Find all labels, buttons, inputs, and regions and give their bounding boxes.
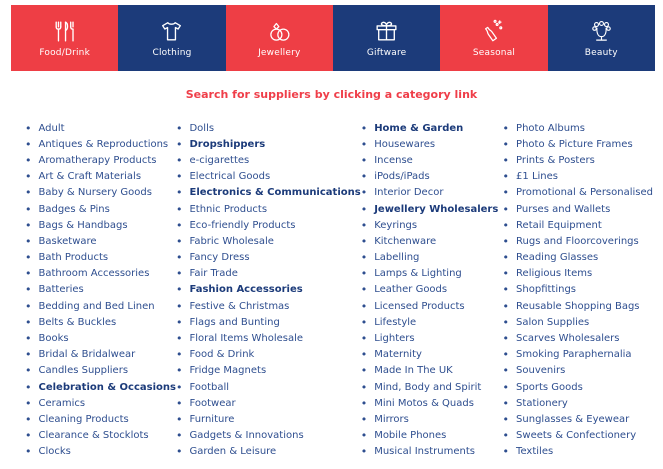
category-link[interactable]: Mind, Body and Spirit xyxy=(374,381,482,393)
bullet-icon: • xyxy=(502,396,510,410)
category-list-item xyxy=(503,120,653,136)
bullet-icon: • xyxy=(502,380,510,394)
tab-clothing[interactable] xyxy=(118,5,225,71)
bullet-icon: • xyxy=(175,186,183,200)
category-link[interactable]: Bathroom Accessories xyxy=(38,268,150,280)
bullet-icon: • xyxy=(502,332,510,346)
bullet-icon: • xyxy=(25,412,32,426)
category-list-item xyxy=(25,152,176,168)
category-link[interactable]: Cleaning Products xyxy=(38,413,129,425)
champagne-icon xyxy=(480,18,507,45)
bullet-icon: • xyxy=(502,299,510,313)
category-link[interactable]: Incense xyxy=(374,154,413,166)
bullet-icon: • xyxy=(25,445,32,459)
tshirt-icon xyxy=(158,18,185,45)
bullet-icon: • xyxy=(502,218,510,232)
bullet-icon: • xyxy=(25,364,32,378)
category-list-item xyxy=(25,314,176,330)
category-list-item xyxy=(25,169,176,185)
category-list-item xyxy=(361,395,503,411)
bullet-icon: • xyxy=(360,348,368,362)
bullet-icon: • xyxy=(502,364,510,378)
category-list-item xyxy=(361,152,503,168)
category-link[interactable]: Rugs and Floorcoverings xyxy=(516,235,639,247)
category-link[interactable]: iPods/iPads xyxy=(374,171,430,183)
category-list-item xyxy=(176,411,361,427)
category-link[interactable]: Musical Instruments xyxy=(374,446,475,458)
category-link[interactable]: Retail Equipment xyxy=(516,219,602,231)
category-list-item xyxy=(361,330,503,346)
bullet-icon: • xyxy=(502,283,510,297)
category-link[interactable]: Eco-friendly Products xyxy=(189,219,296,231)
category-list-item xyxy=(176,169,361,185)
category-list-item xyxy=(503,185,653,201)
category-list-item xyxy=(176,298,361,314)
category-link[interactable]: Books xyxy=(38,333,69,345)
category-list-item xyxy=(503,250,653,266)
category-link[interactable]: Maternity xyxy=(374,349,422,361)
bullet-icon: • xyxy=(360,267,368,281)
category-link[interactable]: Candles Suppliers xyxy=(38,365,129,377)
category-list-item xyxy=(503,233,653,249)
category-link[interactable]: Religious Items xyxy=(516,268,593,280)
category-list-item xyxy=(361,314,503,330)
category-link[interactable]: Licensed Products xyxy=(374,300,465,312)
bullet-icon: • xyxy=(360,429,368,443)
category-link[interactable]: Interior Decor xyxy=(374,187,444,199)
bullet-icon: • xyxy=(25,218,32,232)
category-link[interactable]: Mini Motos & Quads xyxy=(374,397,474,409)
bullet-icon: • xyxy=(175,412,183,426)
bullet-icon: • xyxy=(502,315,510,329)
category-list-item xyxy=(176,395,361,411)
category-link[interactable]: Photo & Picture Frames xyxy=(516,138,633,150)
category-list-item xyxy=(176,330,361,346)
category-link[interactable]: Fridge Magnets xyxy=(189,365,267,377)
bullet-icon: • xyxy=(502,137,510,151)
category-link[interactable]: Souvenirs xyxy=(516,365,566,377)
category-column xyxy=(361,120,503,460)
category-link[interactable]: Football xyxy=(189,381,230,393)
category-list-item xyxy=(25,347,176,363)
category-link[interactable]: Festive & Christmas xyxy=(189,300,290,312)
bullet-icon: • xyxy=(175,380,183,394)
category-link[interactable]: Lamps & Lighting xyxy=(374,268,462,280)
bullet-icon: • xyxy=(175,396,183,410)
category-list-item xyxy=(176,152,361,168)
category-list-item xyxy=(25,379,176,395)
bullet-icon: • xyxy=(175,218,183,232)
category-link[interactable]: Sports Goods xyxy=(516,381,583,393)
category-list-item xyxy=(361,298,503,314)
bullet-icon: • xyxy=(360,170,368,184)
tab-label: Jewellery xyxy=(258,48,301,58)
tab-beauty[interactable] xyxy=(548,5,655,71)
category-list-item xyxy=(176,347,361,363)
category-list-item xyxy=(361,363,503,379)
category-link[interactable]: Fair Trade xyxy=(189,268,238,280)
bullet-icon: • xyxy=(360,412,368,426)
bullet-icon: • xyxy=(502,412,510,426)
bullet-icon: • xyxy=(25,234,32,248)
category-link[interactable]: e-cigarettes xyxy=(189,154,250,166)
category-list-item xyxy=(361,250,503,266)
bullet-icon: • xyxy=(175,267,183,281)
category-link[interactable]: Jewellery Wholesalers xyxy=(374,203,499,215)
category-list-item xyxy=(176,314,361,330)
bullet-icon: • xyxy=(175,299,183,313)
bullet-icon: • xyxy=(360,332,368,346)
bullet-icon: • xyxy=(502,186,510,200)
bullet-icon: • xyxy=(25,283,32,297)
category-list-item xyxy=(503,201,653,217)
category-list-item xyxy=(176,120,361,136)
bullet-icon: • xyxy=(175,283,183,297)
bullet-icon: • xyxy=(25,267,32,281)
category-link[interactable]: Fabric Wholesale xyxy=(189,235,274,247)
category-list-item xyxy=(25,217,176,233)
category-link[interactable]: Lifestyle xyxy=(374,316,417,328)
category-link[interactable]: Stationery xyxy=(516,397,568,409)
category-list-item xyxy=(503,298,653,314)
tab-giftware[interactable] xyxy=(333,5,440,71)
category-list-item xyxy=(176,233,361,249)
category-columns xyxy=(25,120,653,460)
category-link[interactable]: Mirrors xyxy=(374,413,409,425)
category-list-item xyxy=(361,379,503,395)
bullet-icon: • xyxy=(360,137,368,151)
bullet-icon: • xyxy=(25,380,32,394)
bullet-icon: • xyxy=(360,251,368,265)
bullet-icon: • xyxy=(25,348,32,362)
category-link[interactable]: Home & Garden xyxy=(374,122,464,134)
category-link[interactable]: Batteries xyxy=(38,284,84,296)
bullet-icon: • xyxy=(502,348,510,362)
category-list-item xyxy=(176,428,361,444)
category-link[interactable]: Badges & Pins xyxy=(38,203,110,215)
category-link[interactable]: Flags and Bunting xyxy=(189,316,280,328)
bullet-icon: • xyxy=(25,251,32,265)
bullet-icon: • xyxy=(360,234,368,248)
category-link[interactable]: Kitchenware xyxy=(374,235,437,247)
beauty-icon xyxy=(588,18,615,45)
category-link[interactable]: Clearance & Stocklots xyxy=(38,430,149,442)
tab-jewellery[interactable] xyxy=(226,5,333,71)
category-link[interactable]: Clocks xyxy=(38,446,71,458)
bullet-icon: • xyxy=(502,251,510,265)
tab-label: Seasonal xyxy=(472,48,516,58)
category-list-item xyxy=(503,330,653,346)
category-column xyxy=(503,120,653,460)
category-link[interactable]: Scarves Wholesalers xyxy=(516,333,620,345)
category-link[interactable]: Labelling xyxy=(374,252,420,264)
category-list-item xyxy=(361,428,503,444)
bullet-icon: • xyxy=(175,121,183,135)
category-link[interactable]: Leather Goods xyxy=(374,284,448,296)
category-link[interactable]: Antiques & Reproductions xyxy=(38,138,169,150)
category-list-item xyxy=(25,363,176,379)
tab-label: Clothing xyxy=(152,48,192,58)
category-link[interactable]: Mobile Phones xyxy=(374,430,447,442)
category-link[interactable]: Ceramics xyxy=(38,397,86,409)
tab-label: Beauty xyxy=(584,48,618,58)
category-list-item xyxy=(361,185,503,201)
category-list-item xyxy=(25,136,176,152)
category-list-item xyxy=(25,250,176,266)
page-heading: Search for suppliers by clicking a category link xyxy=(185,88,478,101)
bullet-icon: • xyxy=(502,153,510,167)
category-link[interactable]: Dolls xyxy=(189,122,215,134)
tab-seasonal[interactable] xyxy=(440,5,547,71)
category-list-item xyxy=(176,379,361,395)
category-link[interactable]: Smoking Paraphernalia xyxy=(516,349,632,361)
category-link[interactable]: Fashion Accessories xyxy=(189,284,303,296)
bullet-icon: • xyxy=(25,315,32,329)
category-list-item xyxy=(361,266,503,282)
rings-icon xyxy=(266,18,293,45)
bullet-icon: • xyxy=(360,380,368,394)
category-link[interactable]: Dropshippers xyxy=(189,138,266,150)
category-list-item xyxy=(25,185,176,201)
bullet-icon: • xyxy=(175,315,183,329)
category-link[interactable]: Electronics & Communications xyxy=(189,187,361,199)
category-list-item xyxy=(503,282,653,298)
category-link[interactable]: Floral Items Wholesale xyxy=(189,333,304,345)
tab-label: Giftware xyxy=(366,48,407,58)
category-list-item xyxy=(361,136,503,152)
category-list-item xyxy=(25,428,176,444)
category-link[interactable]: Baby & Nursery Goods xyxy=(38,187,152,199)
category-link[interactable]: Garden & Leisure xyxy=(189,446,277,458)
category-link[interactable]: Furniture xyxy=(189,413,235,425)
bullet-icon: • xyxy=(175,251,183,265)
category-list-item xyxy=(176,201,361,217)
bullet-icon: • xyxy=(360,218,368,232)
category-link[interactable]: Bags & Handbags xyxy=(38,219,128,231)
bullet-icon: • xyxy=(360,364,368,378)
category-link[interactable]: Adult xyxy=(38,122,65,134)
bullet-icon: • xyxy=(175,170,183,184)
category-list-item xyxy=(503,363,653,379)
bullet-icon: • xyxy=(175,348,183,362)
category-list-item xyxy=(503,395,653,411)
category-link[interactable]: Bedding and Bed Linen xyxy=(38,300,155,312)
bullet-icon: • xyxy=(25,137,32,151)
category-link[interactable]: Celebration & Occasions xyxy=(38,381,176,393)
bullet-icon: • xyxy=(25,153,32,167)
category-list-item xyxy=(176,136,361,152)
category-list-item xyxy=(25,444,176,460)
bullet-icon: • xyxy=(502,267,510,281)
bullet-icon: • xyxy=(502,202,510,216)
category-list-item xyxy=(361,233,503,249)
bullet-icon: • xyxy=(175,137,183,151)
category-link[interactable]: Housewares xyxy=(374,138,436,150)
category-list-item xyxy=(25,266,176,282)
category-list-item xyxy=(503,314,653,330)
category-link[interactable]: Food & Drink xyxy=(189,349,255,361)
bullet-icon: • xyxy=(360,186,368,200)
category-link[interactable]: Electrical Goods xyxy=(189,171,271,183)
bullet-icon: • xyxy=(175,364,183,378)
bullet-icon: • xyxy=(175,332,183,346)
category-link[interactable]: Purses and Wallets xyxy=(516,203,611,215)
category-link[interactable]: Lighters xyxy=(374,333,415,345)
category-list-item xyxy=(503,347,653,363)
category-link[interactable]: Reading Glasses xyxy=(516,252,599,264)
category-list-item xyxy=(176,250,361,266)
bullet-icon: • xyxy=(25,299,32,313)
gift-icon xyxy=(373,18,400,45)
bullet-icon: • xyxy=(360,283,368,297)
category-list-item xyxy=(25,201,176,217)
tab-label: Food/Drink xyxy=(39,48,90,58)
bullet-icon: • xyxy=(502,445,510,459)
bullet-icon: • xyxy=(175,153,183,167)
category-link[interactable]: Bridal & Bridalwear xyxy=(38,349,136,361)
category-link[interactable]: Salon Supplies xyxy=(516,316,590,328)
bullet-icon: • xyxy=(360,121,368,135)
category-list-item xyxy=(176,217,361,233)
category-link[interactable]: Shopfittings xyxy=(516,284,577,296)
category-list-item xyxy=(176,363,361,379)
category-link[interactable]: Aromatherapy Products xyxy=(38,154,157,166)
bullet-icon: • xyxy=(360,315,368,329)
category-list-item xyxy=(361,444,503,460)
bullet-icon: • xyxy=(502,234,510,248)
category-list-item xyxy=(503,136,653,152)
bullet-icon: • xyxy=(175,202,183,216)
bullet-icon: • xyxy=(25,332,32,346)
category-list-item xyxy=(503,411,653,427)
category-link[interactable]: Art & Craft Materials xyxy=(38,171,142,183)
category-list-item xyxy=(503,217,653,233)
bullet-icon: • xyxy=(502,429,510,443)
category-list-item xyxy=(361,217,503,233)
bullet-icon: • xyxy=(25,429,32,443)
category-list-item xyxy=(25,411,176,427)
category-list-item xyxy=(503,379,653,395)
category-link[interactable]: £1 Lines xyxy=(516,171,558,183)
category-list-item xyxy=(25,330,176,346)
category-link[interactable]: Sunglasses & Eyewear xyxy=(516,413,630,425)
category-list-item xyxy=(25,233,176,249)
category-list-item xyxy=(361,169,503,185)
category-list-item xyxy=(361,282,503,298)
category-list-item xyxy=(361,411,503,427)
bullet-icon: • xyxy=(25,186,32,200)
bullet-icon: • xyxy=(25,121,32,135)
bullet-icon: • xyxy=(25,396,32,410)
category-column xyxy=(176,120,361,460)
category-list-item xyxy=(361,347,503,363)
category-column xyxy=(25,120,176,460)
category-list-item xyxy=(503,169,653,185)
category-list-item xyxy=(361,201,503,217)
bullet-icon: • xyxy=(360,299,368,313)
category-link[interactable]: Keyrings xyxy=(374,219,418,231)
bullet-icon: • xyxy=(360,445,368,459)
cutlery-icon xyxy=(51,18,78,45)
category-link[interactable]: Basketware xyxy=(38,235,97,247)
bullet-icon: • xyxy=(25,202,32,216)
category-list-item xyxy=(503,444,653,460)
category-list-item xyxy=(361,120,503,136)
bullet-icon: • xyxy=(25,170,32,184)
bullet-icon: • xyxy=(175,234,183,248)
bullet-icon: • xyxy=(502,170,510,184)
bullet-icon: • xyxy=(502,121,510,135)
bullet-icon: • xyxy=(360,396,368,410)
category-list-item xyxy=(176,185,361,201)
category-list-item xyxy=(176,266,361,282)
tab-food-drink[interactable] xyxy=(11,5,118,71)
category-link[interactable]: Footwear xyxy=(189,397,236,409)
category-list-item xyxy=(176,282,361,298)
category-link[interactable]: Belts & Buckles xyxy=(38,316,117,328)
category-link[interactable]: Textiles xyxy=(516,446,554,458)
bullet-icon: • xyxy=(175,445,183,459)
category-link[interactable]: Fancy Dress xyxy=(189,252,250,264)
category-link[interactable]: Gadgets & Innovations xyxy=(189,430,304,442)
category-link[interactable]: Made In The UK xyxy=(374,365,453,377)
category-list-item xyxy=(25,120,176,136)
category-link[interactable]: Prints & Posters xyxy=(516,154,595,166)
bullet-icon: • xyxy=(175,429,183,443)
category-list-item xyxy=(25,298,176,314)
category-tabbar xyxy=(11,5,655,71)
category-link[interactable]: Promotional & Personalised xyxy=(516,187,653,199)
category-link[interactable]: Bath Products xyxy=(38,252,109,264)
category-link[interactable]: Sweets & Confectionery xyxy=(516,430,637,442)
category-link[interactable]: Photo Albums xyxy=(516,122,586,134)
category-list-item xyxy=(25,395,176,411)
category-list-item xyxy=(25,282,176,298)
category-link[interactable]: Reusable Shopping Bags xyxy=(516,300,640,312)
category-link[interactable]: Ethnic Products xyxy=(189,203,268,215)
category-list-item xyxy=(503,428,653,444)
bullet-icon: • xyxy=(360,202,368,216)
category-list-item xyxy=(503,152,653,168)
category-list-item xyxy=(176,444,361,460)
category-list-item xyxy=(503,266,653,282)
bullet-icon: • xyxy=(360,153,368,167)
